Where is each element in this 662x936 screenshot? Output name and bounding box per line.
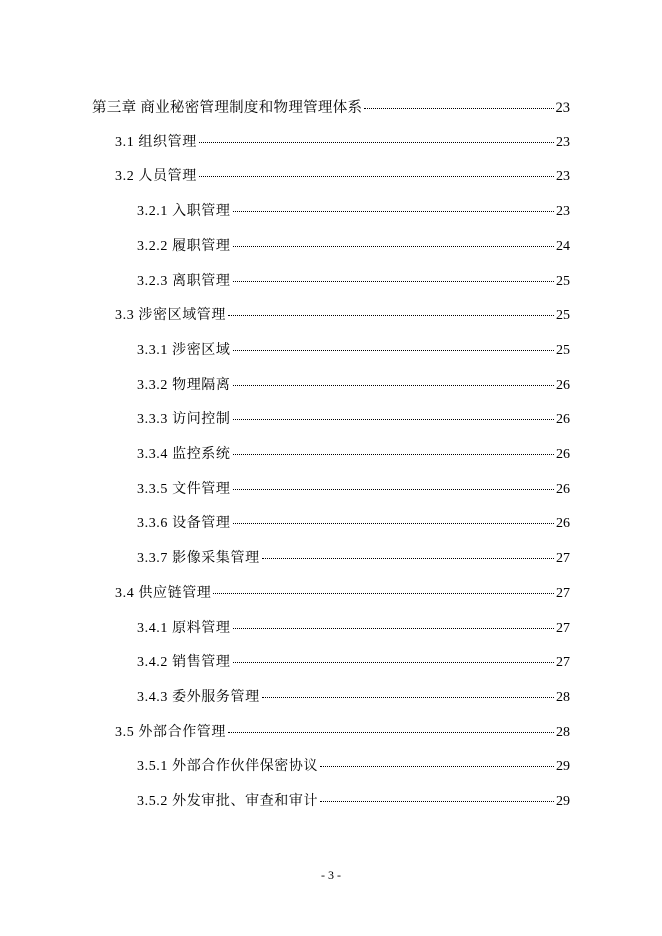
toc-entry-page: 27 [556,551,570,567]
toc-entry[interactable] [137,619,570,639]
toc-entry-title: 3.3.2 物理隔离 [137,377,231,393]
toc-dot-leader [228,315,554,316]
toc-entry-page: 25 [556,308,570,324]
toc-entry[interactable] [137,272,570,292]
toc-entry-title: 3.3 涉密区域管理 [115,308,226,324]
toc-entry-page: 26 [556,377,570,393]
toc-entry-page: 27 [556,655,570,671]
toc-entry-title: 3.2.3 离职管理 [137,273,231,289]
toc-dot-leader [233,489,555,490]
toc-entry-page: 23 [556,204,570,220]
toc-entry[interactable] [137,445,570,465]
toc-entry[interactable] [115,306,570,326]
toc-entry[interactable] [137,237,570,257]
toc-entry-page: 28 [556,724,570,740]
toc-entry[interactable] [137,757,570,777]
toc-dot-leader [233,281,555,282]
toc-dot-leader [199,142,554,143]
toc-entry-page: 25 [556,342,570,358]
toc-entry-page: 28 [556,689,570,705]
toc-entry-page: 27 [556,620,570,636]
toc-entry-title: 3.2.2 履职管理 [137,238,231,254]
toc-entry[interactable] [137,480,570,500]
toc-dot-leader [262,697,554,698]
toc-entry[interactable] [137,653,570,673]
toc-entry-page: 23 [555,100,570,116]
toc-dot-leader [233,211,555,212]
toc-entry-title: 3.4.1 原料管理 [137,620,231,636]
toc-entry[interactable] [137,514,570,534]
toc-entry-page: 29 [556,794,570,809]
toc-dot-leader [233,662,555,663]
toc-entry[interactable] [137,376,570,396]
toc-entry-title: 3.2.1 入职管理 [137,204,231,220]
toc-dot-leader [262,558,554,559]
toc-entry-title: 3.4.2 销售管理 [137,655,231,671]
toc-entry-title: 3.3.3 访问控制 [137,412,231,428]
toc-entry[interactable] [137,202,570,222]
toc-dot-leader [213,593,554,594]
toc-entry[interactable] [115,723,570,743]
toc-dot-leader [233,523,555,524]
toc-entry[interactable] [115,167,570,187]
toc-entry-title: 3.5 外部合作管理 [115,724,226,740]
toc-entry-title: 第三章 商业秘密管理制度和物理管理体系 [92,100,363,116]
toc-entry[interactable] [137,792,570,812]
toc-entry-title: 3.3.5 文件管理 [137,481,231,497]
toc-entry-title: 3.3.7 影像采集管理 [137,551,260,567]
toc-dot-leader [233,246,555,247]
toc-entry-title: 3.1 组织管理 [115,134,197,150]
toc-entry-title: 3.3.1 涉密区域 [137,342,231,358]
toc-dot-leader [364,108,553,109]
toc-entry[interactable] [137,410,570,430]
toc-dot-leader [233,419,555,420]
toc-dot-leader [228,732,554,733]
toc-entry-page: 26 [556,447,570,462]
toc-dot-leader [233,628,555,629]
toc-dot-leader [199,176,554,177]
toc-entry-page: 26 [556,516,570,532]
toc-entry[interactable] [137,341,570,361]
toc-entry-title: 3.2 人员管理 [115,169,197,185]
toc-entry-title: 3.5.2 外发审批、审查和审计 [137,794,319,809]
toc-dot-leader [320,766,554,767]
toc-entry[interactable] [137,688,570,708]
toc-dot-leader [320,801,554,802]
toc-entry-title: 3.4 供应链管理 [115,585,212,601]
toc-dot-leader [233,350,555,351]
toc-entry[interactable] [115,133,570,153]
toc-entry-title: 3.3.6 设备管理 [137,516,231,532]
toc-entry-page: 26 [556,412,570,428]
toc-entry-page: 24 [556,238,570,254]
toc-entry-page: 26 [556,481,570,497]
toc-entry-page: 29 [556,759,570,775]
toc-dot-leader [233,454,555,455]
page-number: - 3 - [321,868,341,882]
toc-entry-page: 23 [556,169,570,185]
toc-entry-page: 23 [556,134,570,150]
toc-entry[interactable] [92,98,570,118]
toc-entry-title: 3.4.3 委外服务管理 [137,689,260,705]
toc-entry[interactable] [137,549,570,569]
toc-entry-title: 3.3.4 监控系统 [137,447,231,462]
toc-entry-title: 3.5.1 外部合作伙伴保密协议 [137,759,319,775]
toc-dot-leader [233,385,555,386]
toc-entry[interactable] [115,584,570,604]
toc-entry-page: 27 [556,585,570,601]
toc-entry-page: 25 [556,273,570,289]
